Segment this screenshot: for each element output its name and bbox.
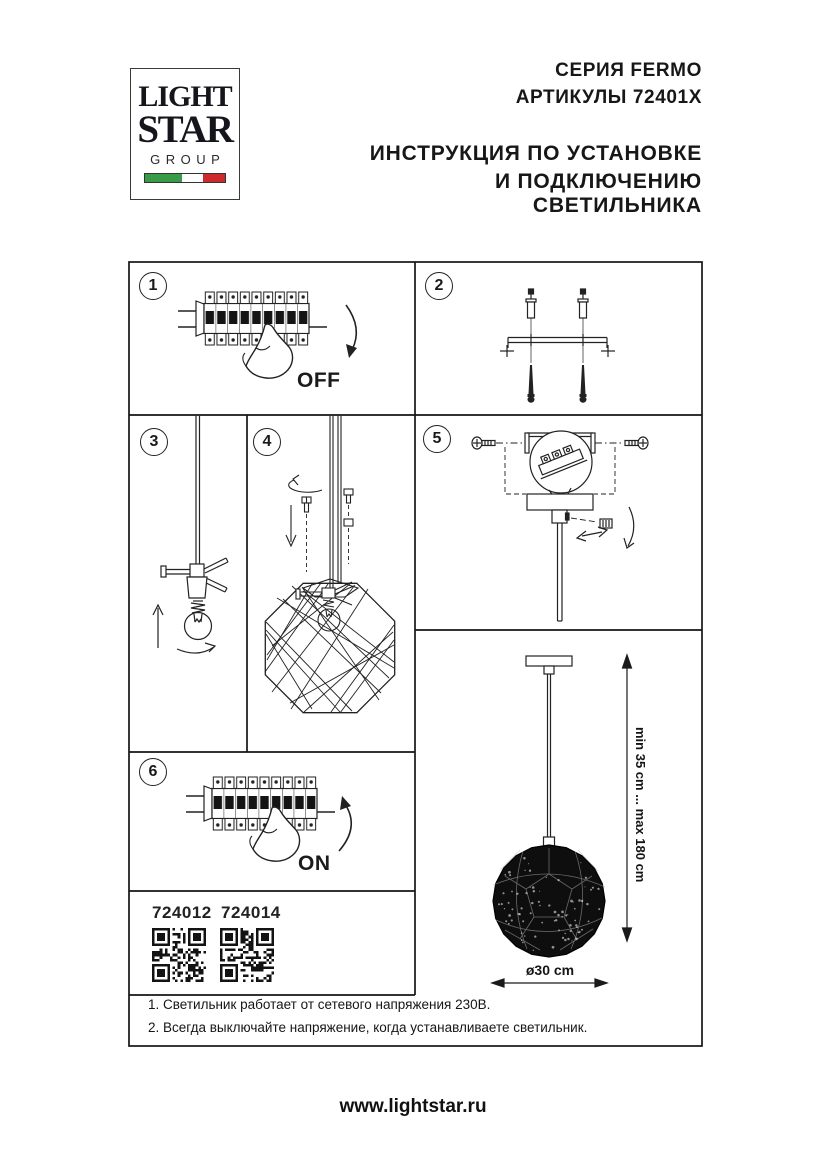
step-number-4: 4 [253,428,281,456]
arrow-down-icon [286,505,296,546]
rotate-arrow-icon [177,643,215,653]
on-label: ON [298,852,331,875]
step-number-1: 1 [139,272,167,300]
step-number-6: 6 [139,758,167,786]
logo-light: LIGHT [138,80,232,113]
screw-icon [528,365,587,403]
instruction-title-line2: И ПОДКЛЮЧЕНИЮ СВЕТИЛЬНИКА [494,170,702,217]
arrow-up-icon [340,796,351,810]
screw-icon [595,437,648,449]
note-1: 1. Светильник работает от сетевого напряжения 230В. [148,997,491,1012]
note-2: 2. Всегда выключайте напряжение, когда устанавливаете светильник. [148,1019,588,1035]
wall-anchor-icon [578,289,588,363]
articles-title: АРТИКУЛЫ 72401X [515,87,702,108]
qr-code-724012 [152,928,206,982]
logo-group: GROUP [150,152,226,168]
set-screw-icon [571,518,612,528]
light-bulb-icon [185,601,212,640]
step5-canopy-drawing [472,431,648,621]
rotate-arrow-icon [624,507,634,548]
instruction-title-line1: ИНСТРУКЦИЯ ПО УСТАНОВКЕ [369,142,702,165]
perforated-sphere-shade [493,845,605,957]
ceiling-plate [526,656,572,666]
safety-notes [148,994,587,1039]
magnifier-detail-bubble [530,431,592,503]
step2-bracket-drawing [500,289,615,403]
screw-icon [302,497,311,572]
wall-anchor-icon [526,289,536,363]
lightstar-logo [130,68,240,200]
assembled-lamp-drawing [492,655,632,987]
double-arrow-icon [577,527,607,541]
qr-code-724014 [220,928,274,982]
canopy [527,494,593,510]
logo-star: STAR [137,108,233,151]
step-number-5: 5 [423,425,451,453]
rotate-arrow-icon [289,475,322,492]
off-label: OFF [297,369,341,392]
arrow-down-icon [346,344,357,358]
arrow-up-icon [153,605,163,648]
italian-flag-icon [144,173,226,183]
step4-shade-drawing [265,416,395,713]
screw-icon [344,489,353,564]
diameter-label: ø30 cm [525,962,575,978]
lamp-socket-icon [187,577,207,598]
step1-breaker-off-drawing [178,291,357,378]
grid-lines [129,262,702,1046]
step6-breaker-on-drawing [186,776,351,861]
step-number-2: 2 [425,272,453,300]
article-code-724012: 724012 [152,903,212,922]
website-url: www.lightstar.ru [339,1096,487,1117]
height-range-label: min 35 cm ... max 180 cm [633,727,648,883]
article-code-724014: 724014 [221,903,281,922]
screw-icon [472,437,524,449]
diameter-dimension-arrow [492,979,607,987]
mounting-bar-icon [500,334,615,357]
step3-bulb-drawing [153,416,228,653]
step-number-3: 3 [140,428,168,456]
series-title: СЕРИЯ FERMO [555,60,702,81]
wire-cage-shade [265,579,395,713]
